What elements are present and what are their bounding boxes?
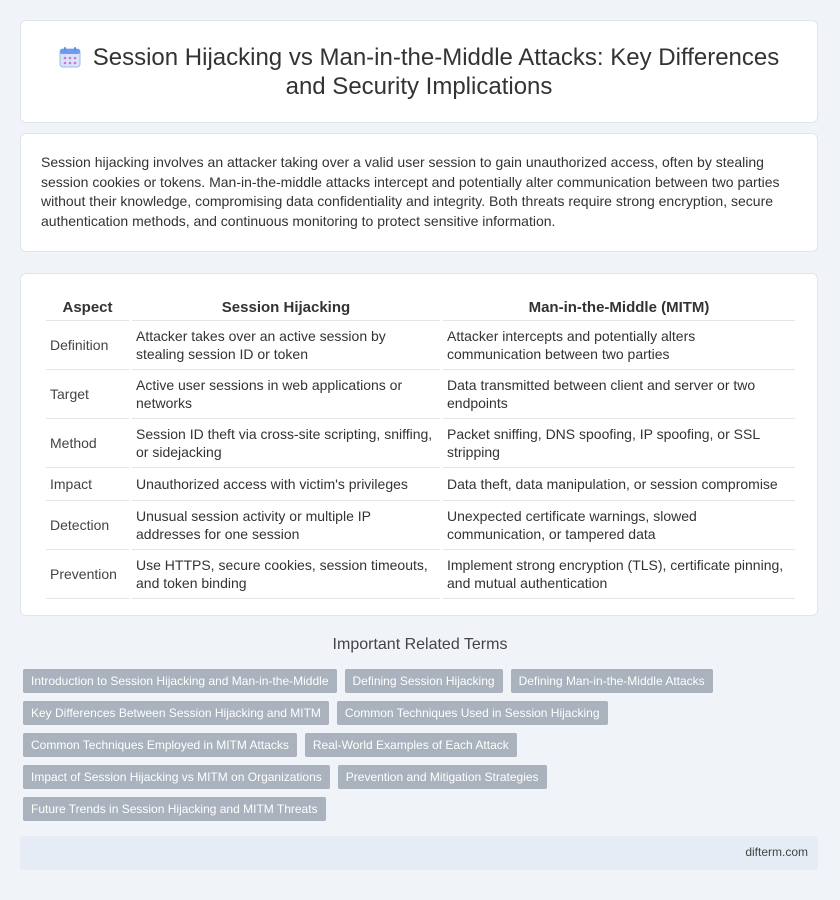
row-aspect: Target	[46, 370, 129, 419]
footer	[20, 836, 818, 870]
row-session-hijacking: Session ID theft via cross-site scripting, sniffing, or sidejacking	[132, 419, 440, 468]
table-row	[46, 468, 795, 501]
table-header-row	[46, 294, 795, 321]
comparison-card	[20, 273, 818, 616]
row-mitm: Unexpected certificate warnings, slowed communication, or tampered data	[443, 501, 795, 550]
tag-row	[23, 733, 803, 757]
intro-paragraph: Session hijacking involves an attacker taking over a valid user session to gain unauthorized access, often by stealing session cookies or tokens. Man-in-the-middle attacks intercept and potentially alter communication between two parties without their knowledge, compromising data confidentiality and integrity. Both threats require strong encryption, secure authentication methods, and continuous monitoring to protect sensitive information.	[41, 154, 780, 229]
related-term-tag[interactable]: Common Techniques Used in Session Hijacking	[337, 701, 608, 725]
related-terms-title: Important Related Terms	[332, 636, 508, 653]
table-row	[46, 370, 795, 419]
table-row	[46, 419, 795, 468]
related-term-tag[interactable]: Defining Man-in-the-Middle Attacks	[511, 669, 713, 693]
tag-row	[23, 797, 803, 821]
column-header-session-hijacking: Session Hijacking	[132, 294, 440, 321]
intro-card	[20, 133, 818, 252]
row-session-hijacking: Active user sessions in web applications or networks	[132, 370, 440, 419]
row-aspect: Impact	[46, 468, 129, 501]
comparison-table	[43, 294, 798, 599]
row-mitm: Data transmitted between client and server or two endpoints	[443, 370, 795, 419]
row-aspect: Prevention	[46, 550, 129, 599]
page-title	[51, 43, 787, 101]
row-aspect: Method	[46, 419, 129, 468]
row-mitm: Implement strong encryption (TLS), certificate pinning, and mutual authentication	[443, 550, 795, 599]
related-term-tag[interactable]: Defining Session Hijacking	[345, 669, 503, 693]
tag-row	[23, 701, 803, 725]
related-term-tag[interactable]: Key Differences Between Session Hijacking and MITM	[23, 701, 329, 725]
related-term-tag[interactable]: Future Trends in Session Hijacking and MITM Threats	[23, 797, 326, 821]
row-mitm: Packet sniffing, DNS spoofing, IP spoofing, or SSL stripping	[443, 419, 795, 468]
table-row	[46, 501, 795, 550]
header-card	[20, 20, 818, 123]
calendar-icon	[59, 46, 81, 68]
footer-site-link[interactable]: difterm.com	[745, 845, 808, 859]
row-session-hijacking: Use HTTPS, secure cookies, session timeouts, and token binding	[132, 550, 440, 599]
related-term-tag[interactable]: Real-World Examples of Each Attack	[305, 733, 517, 757]
related-term-tag[interactable]: Common Techniques Employed in MITM Attacks	[23, 733, 297, 757]
row-aspect: Definition	[46, 321, 129, 370]
related-term-tag[interactable]: Introduction to Session Hijacking and Man-in-the-Middle	[23, 669, 337, 693]
row-aspect: Detection	[46, 501, 129, 550]
table-row	[46, 321, 795, 370]
column-header-aspect: Aspect	[46, 294, 129, 321]
row-mitm: Data theft, data manipulation, or session compromise	[443, 468, 795, 501]
tag-row	[23, 669, 803, 693]
row-mitm: Attacker intercepts and potentially alters communication between two parties	[443, 321, 795, 370]
related-term-tag[interactable]: Prevention and Mitigation Strategies	[338, 765, 547, 789]
related-terms-list	[23, 669, 803, 829]
row-session-hijacking: Unauthorized access with victim's privileges	[132, 468, 440, 501]
title-wrap	[51, 43, 787, 101]
row-session-hijacking: Attacker takes over an active session by stealing session ID or token	[132, 321, 440, 370]
table-row	[46, 550, 795, 599]
page-title-text: Session Hijacking vs Man-in-the-Middle Attacks: Key Differences and Security Implications	[92, 44, 780, 100]
tag-row	[23, 765, 803, 789]
related-term-tag[interactable]: Impact of Session Hijacking vs MITM on Organizations	[23, 765, 330, 789]
row-session-hijacking: Unusual session activity or multiple IP addresses for one session	[132, 501, 440, 550]
column-header-mitm: Man-in-the-Middle (MITM)	[443, 294, 795, 321]
